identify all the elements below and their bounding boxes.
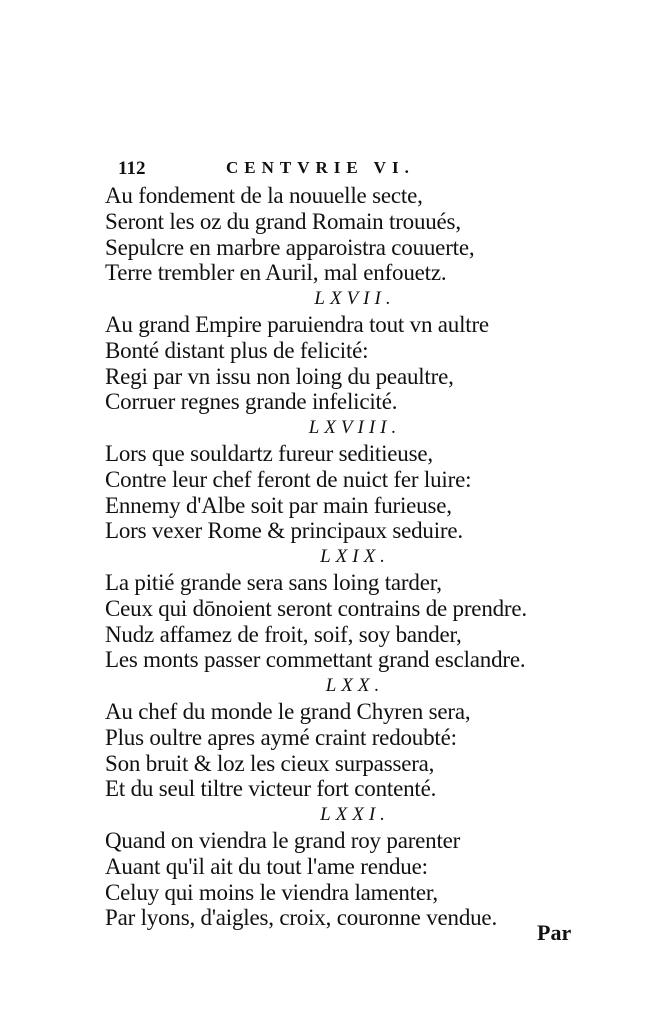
verse-line: Au fondement de la nouuelle secte, bbox=[105, 183, 423, 208]
quatrain-number: LXIX. bbox=[320, 546, 390, 568]
catchword: Par bbox=[537, 920, 572, 945]
verse-text bbox=[105, 183, 575, 931]
verse-line: Au chef du monde le grand Chyren sera, bbox=[105, 698, 471, 724]
verse-line: Corruer regnes grande infelicité. bbox=[105, 389, 398, 415]
quatrain-number: LXXI. bbox=[320, 804, 390, 826]
page-number: 112 bbox=[118, 158, 146, 179]
verse-line: Nudz affamez de froit, soif, soy bander, bbox=[105, 621, 462, 647]
verse-line: Ceux qui dōnoient seront contrains de prendre. bbox=[105, 595, 527, 621]
quatrain-number: LXVIII. bbox=[308, 417, 402, 439]
verse-line: Plus oultre apres aymé craint redoubté: bbox=[105, 724, 457, 750]
verse-line: La pitié grande sera sans loing tarder, bbox=[105, 569, 442, 595]
verse-line: Sepulcre en marbre apparoistra couuerte, bbox=[105, 234, 475, 260]
verse-line: Par lyons, d'aigles, croix, couronne vendue. bbox=[105, 905, 497, 931]
verse-line: Ennemy d'Albe soit par main furieuse, bbox=[105, 492, 452, 518]
verse-line: Les monts passer commettant grand esclandre. bbox=[105, 647, 526, 673]
verse-line: Bonté distant plus de felicité: bbox=[105, 337, 369, 363]
verse-line: Son bruit & loz les cieux surpassera, bbox=[105, 750, 435, 776]
page-header bbox=[118, 158, 558, 182]
verse-line: Celuy qui moins le viendra lamenter, bbox=[105, 879, 438, 905]
verse-line: Et du seul tiltre victeur fort contenté. bbox=[105, 776, 437, 802]
quatrain-number: LXVII. bbox=[314, 288, 396, 310]
verse-line: Auant qu'il ait du tout l'ame rendue: bbox=[105, 853, 428, 879]
verse-line: Lors que souldartz fureur seditieuse, bbox=[105, 440, 433, 466]
verse-line: Quand on viendra le grand roy parenter bbox=[105, 827, 461, 853]
verse-line: Contre leur chef feront de nuict fer luire: bbox=[105, 466, 472, 492]
quatrain-number: LXX. bbox=[325, 675, 385, 697]
running-head: CENTVRIE VI. bbox=[226, 158, 415, 177]
verse-line: Regi par vn issu non loing du peaultre, bbox=[105, 363, 454, 389]
verse-line: Seront les oz du grand Romain trouués, bbox=[105, 208, 461, 234]
verse-line: Terre trembler en Auril, mal enfouetz. bbox=[105, 260, 447, 286]
verse-line: Au grand Empire paruiendra tout vn aultre bbox=[105, 311, 489, 337]
verse-line: Lors vexer Rome & principaux seduire. bbox=[105, 518, 463, 544]
